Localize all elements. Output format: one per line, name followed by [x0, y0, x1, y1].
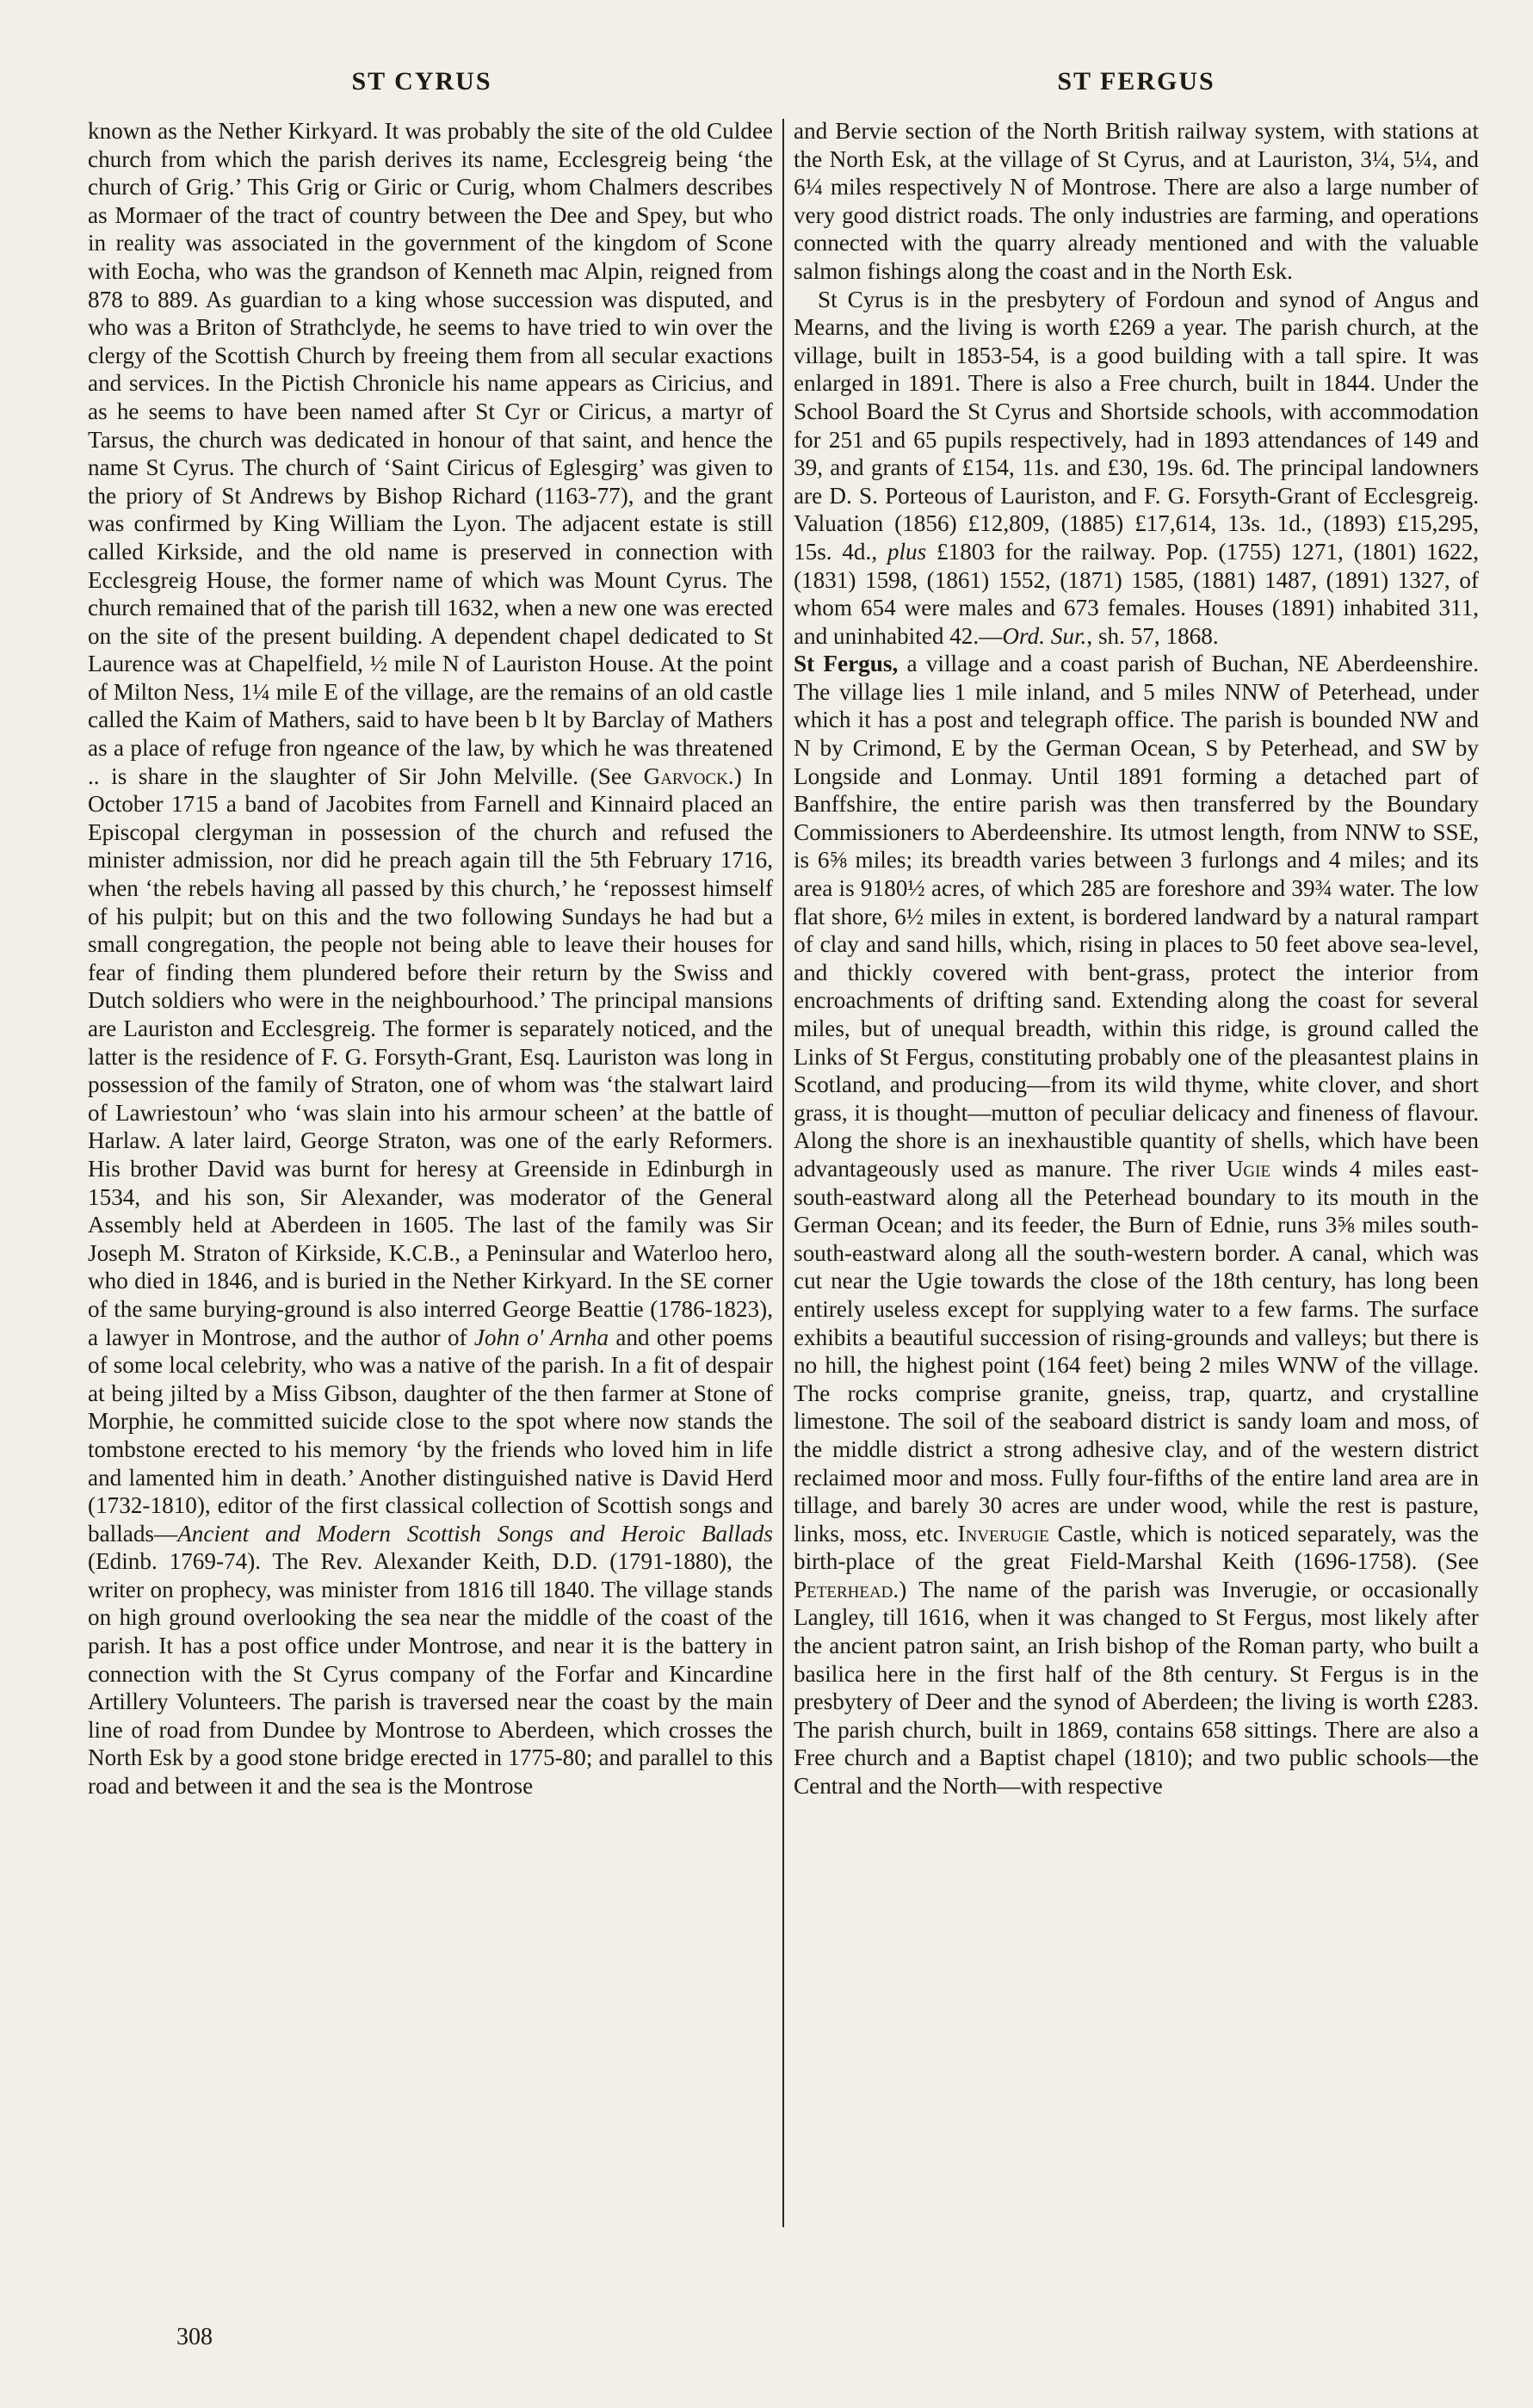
text-run: .) The name of the parish was Inverugie, or occasionally Langley, till 1616, when it was changed to St Fergus, most likely after the ancient patron saint, an Irish bishop of the Roman party, who built a basilica here in the first half of the 8th century. St Fergus is in the presbytery of Deer and the synod of Aberdeen; the living is worth £283. The parish church, built in 1869, contains 658 sittings. There are also a Free church and a Baptist chapel (1810); and two public schools—the Central and the North—with respective — [794, 1576, 1479, 1800]
text-run: and other poems of some local celebrity, who was a native of the parish. In a fit of despair at being jilted by a Miss Gibson, daughter of the then farmer at Stone of Morphie, he committed suicide close to the spot where now stands the tombstone erected to his memory ‘by the friends who loved him in life and lamented him in death.’ Another distinguished native is David Herd (1732-1810), editor of the first classical collection of Scottish songs and ballads— — [88, 1324, 773, 1547]
entry-headword: St Fergus, — [794, 651, 899, 677]
paragraph — [88, 117, 773, 1800]
work-title: Ancient and Modern Scottish Songs and Heroic Ballads — [177, 1520, 773, 1547]
text-run: winds 4 miles east-south-eastward along all the Peterhead boundary to its mouth in the German Ocean; and its feeder, the Burn of Ednie, runs 3⅝ miles south-south-eastward along all the south-western border. A canal, which was cut near the Ugie towards the close of the 18th century, has long been entirely useless except for supplying water to a few farms. The surface exhibits a beautiful succession of rising-grounds and valleys; but there is no hill, the highest point (164 feet) being 2 miles WNW of the village. The rocks comprise granite, gneiss, trap, quartz, and crystalline limestone. The soil of the seaboard district is sandy loam and moss, of the middle district a strong adhesive clay, and of the western district reclaimed moor and moss. Fully four-fifths of the entire land area are in tillage, and barely 30 acres are under wood, while the rest is pasture, links, moss, etc. — [794, 1155, 1479, 1547]
cross-reference: Garvock — [643, 763, 728, 789]
work-title: John o' Arnha — [473, 1324, 609, 1350]
text-run: .) In October 1715 a band of Jacobites from Farnell and Kinnaird placed an Episcopal clergyman in possession of the church and refused the minister admission, nor did he preach again till the 5th February 1716, when ‘the rebels having all passed by this church,’ he ‘repossest himself of his pulpit; but on this and the two following Sundays he had but a small congregation, the people not being able to leave their houses for fear of finding them plundered before their return by the Swiss and Dutch soldiers who were in the neighbourhood.’ The principal mansions are Lauriston and Ecclesgreig. The former is separately noticed, and the latter is the residence of F. G. Forsyth-Grant, Esq. Lauriston was long in possession of the family of Straton, one of whom was ‘the stalwart laird of Lawriestoun’ who ‘was slain into his armour scheen’ at the battle of Harlaw. A later laird, George Straton, was one of the early Reformers. His brother David was burnt for heresy at Greenside in Edinburgh in 1534, and his son, Sir Alexander, was moderator of the General Assembly held at Aberdeen in 1605. The last of the family was Sir Joseph M. Straton of Kirkside, K.C.B., a Peninsular and Waterloo hero, who died in 1846, and is buried in the Nether Kirkyard. In the SE corner of the same burying-ground is also interred George Beattie (1786-1823), a lawyer in Montrose, and the author of — [88, 763, 773, 1350]
text-run: a village and a coast parish of Buchan, NE Aberdeenshire. The village lies 1 mile inland, and 5 miles NNW of Peterhead, under which it has a post and telegraph office. The parish is bounded NW and N by Crimond, E by the German Ocean, S by Peterhead, and SW by Longside and Lonmay. Until 1891 forming a detached part of Banffshire, the entire parish was then transferred by the Boundary Commissioners to Aberdeenshire. Its utmost length, from NNW to SSE, is 6⅝ miles; its breadth varies between 3 furlongs and 4 miles; and its area is 9180½ acres, of which 285 are foreshore and 39¾ water. The low flat shore, 6½ miles in extent, is bordered landward by a natural rampart of clay and sand hills, which, rising in places to 50 feet above sea-level, and thickly covered with bent-grass, protect the interior from encroachments of drifting sand. Extending along the coast for several miles, but of unequal breadth, within this ridge, is ground called the Links of St Fergus, constituting probably one of the pleasantest plains in Scotland, and producing—from its wild thyme, white clover, and short grass, it is thought—mutton of peculiar delicacy and fineness of flavour. Along the shore is an inexhaustible quantity of shells, which have been advantageously used as manure. The river — [794, 651, 1479, 1182]
cross-reference: Peterhead — [794, 1576, 893, 1602]
text-run: (Edinb. 1769-74). The Rev. Alexander Keith, D.D. (1791-1880), the writer on prophecy, was minister from 1816 till 1840. The village stands on high ground overlooking the sea near the middle of the coast of the parish. It has a post office under Montrose, and near it is the battery in connection with the St Cyrus company of the Forfar and Kincardine Artillery Volunteers. The parish is traversed near the coast by the main line of road from Dundee by Montrose to Aberdeen, which crosses the North Esk by a good stone bridge erected in 1775-80; and parallel to this road and between it and the sea is the Montrose — [88, 1548, 773, 1800]
text-run: Castle, which is noticed separately, was the birth-place of the great Field-Marshal Keith (1696-1758). (See — [794, 1520, 1479, 1575]
paragraph — [794, 286, 1479, 651]
running-head-right: ST FERGUS — [1057, 67, 1215, 96]
right-column — [794, 117, 1479, 2217]
text-run: St Cyrus is in the presbytery of Fordoun and synod of Angus and Mearns, and the living is worth £269 a year. The parish church, at the village, built in 1853-54, is a good building with a tall spire. It was enlarged in 1891. There is also a Free church, built in 1844. Under the School Board the St Cyrus and Shortside schools, with accommodation for 251 and 65 pupils respectively, had in 1893 attendances of 149 and 39, and grants of £154, 11s. and £30, 19s. 6d. The principal landowners are D. S. Porteous of Lauriston, and F. G. Forsyth-Grant of Ecclesgreig. Valuation (1856) £12,809, (1885) £17,614, 13s. 1d., (1893) £15,295, 15s. 4d., — [794, 286, 1479, 565]
abbreviation: Ord. Sur. — [1002, 622, 1087, 649]
text-run: known as the Nether Kirkyard. It was probably the site of the old Culdee church from which the parish derives its name, Ecclesgreig being ‘the church of Grig.’ This Grig or Giric or Curig, whom Chalmers describes as Mormaer of the tract of country between the Dee and Spey, but who in reality was associated in the government of the kingdom of Scone with Eocha, who was the grandson of Kenneth mac Alpin, reigned from 878 to 889. As guardian to a king whose succession was disputed, and who was a Briton of Strathclyde, he seems to have tried to win over the clergy of the Scottish Church by freeing them from all secular exactions and services. In the Pictish Chronicle his name appears as Ciricius, and as he seems to have been named after St Cyr or Ciricus, a martyr of Tarsus, the church was dedicated in honour of that saint, and hence the name St Cyrus. The church of ‘Saint Ciricus of Eglesgirg’ was given to the priory of St Andrews by Bishop Richard (1163-77), and the grant was confirmed by King William the Lyon. The adjacent estate is still called Kirkside, and the old name is preserved in connection with Ecclesgreig House, the former name of which was Mount Cyrus. The church remained that of the parish till 1632, when a new one was erected on the site of the present building. A dependent chapel dedicated to St Laurence was at Chapelfield, ½ mile N of Lauriston House. At the point of Milton Ness, 1¼ mile E of the village, are the remains of an old castle called the Kaim of Mathers, said to have been b lt by Barclay of Mathers as a place of refuge fron ngeance of the law, by which he was threatened .. is share in the slaughter of Sir John Melville. (See — [88, 118, 773, 789]
left-column — [88, 117, 773, 2217]
gazetteer-entry — [794, 650, 1479, 1800]
cross-reference: Ugie — [1226, 1155, 1271, 1182]
cross-reference: Inverugie — [957, 1520, 1049, 1547]
column-divider — [782, 119, 784, 2227]
page-number: 308 — [176, 2324, 213, 2350]
running-head-left: ST CYRUS — [351, 67, 492, 96]
text-run: , sh. 57, 1868. — [1086, 622, 1219, 649]
text-run: £1803 for the railway. Pop. (1755) 1271, (1801) 1622, (1831) 1598, (1861) 1552, (1871) 1585, (1881) 1487, (1891) 1327, of whom 654 were males and 673 females. Houses (1891) inhabited 311, and uninhabited 42.— — [794, 538, 1479, 649]
italic-word: plus — [887, 538, 927, 565]
paragraph: and Bervie section of the North British railway system, with stations at the North Esk, at the village of St Cyrus, and at Lauriston, 3¼, 5¼, and 6¼ miles respectively N of Montrose. There are also a large number of very good district roads. The only industries are farming, and operations connected with the quarry already mentioned and with the valuable salmon fishings along the coast and in the North Esk. — [794, 118, 1479, 284]
